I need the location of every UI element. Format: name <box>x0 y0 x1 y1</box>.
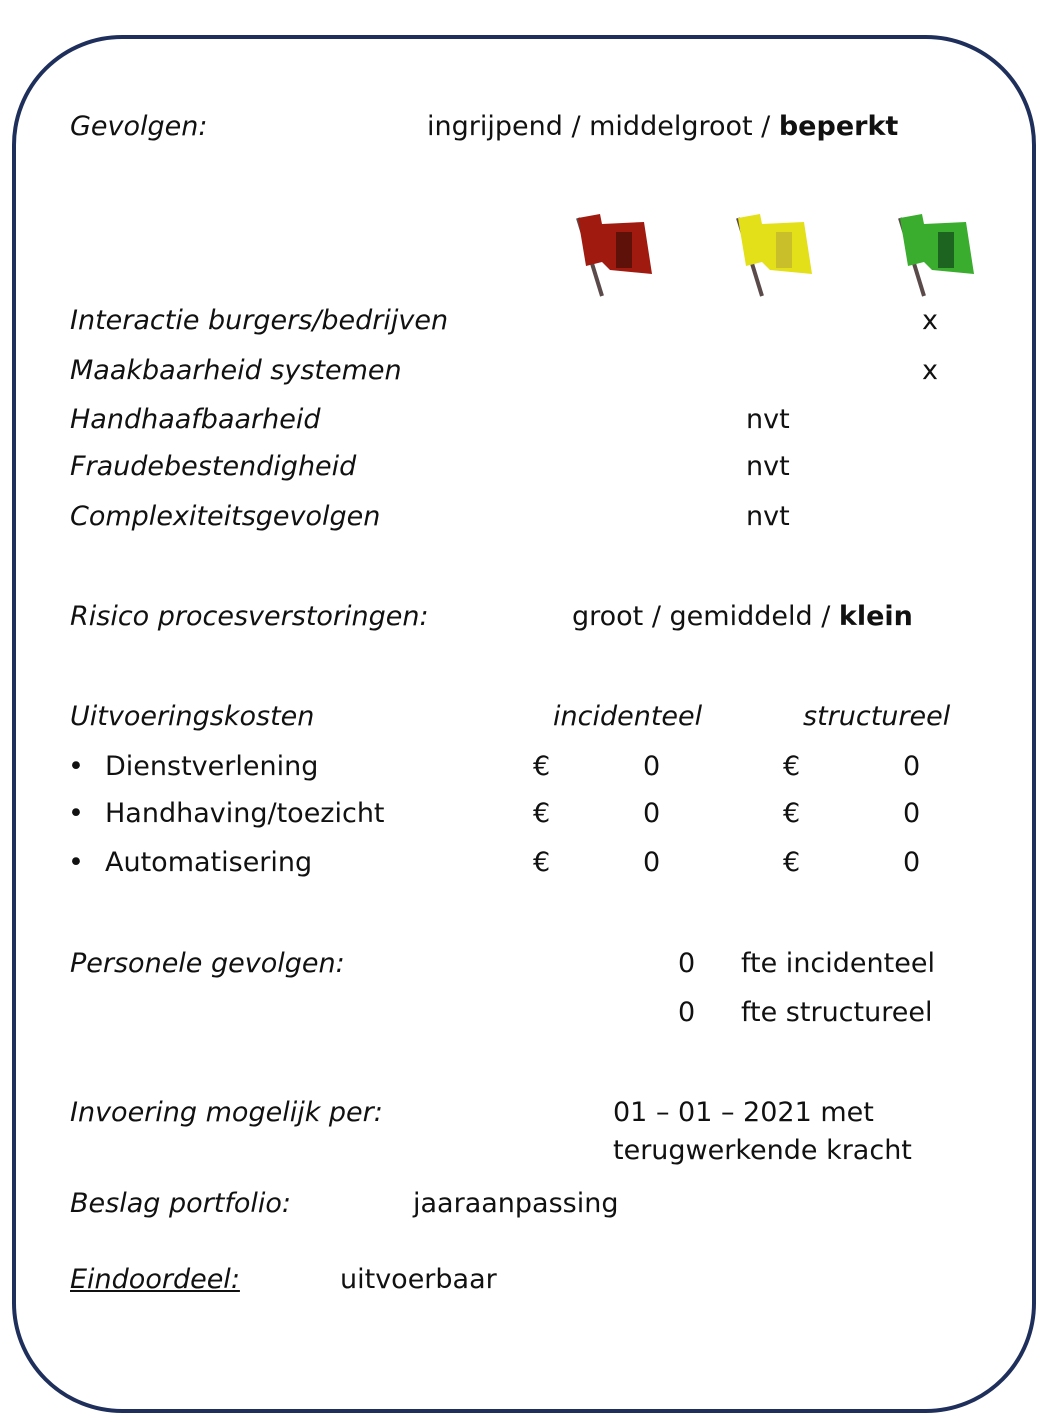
fte-incidenteel-value: 0 <box>678 948 696 979</box>
option-groot: groot <box>572 601 644 632</box>
bullet: • <box>68 798 84 829</box>
criterion-label: Maakbaarheid systemen <box>70 355 402 386</box>
criterion-label: Handhaafbaarheid <box>70 404 321 435</box>
criterion-label: Complexiteitsgevolgen <box>70 501 381 532</box>
currency: € <box>783 751 801 782</box>
separator: / <box>752 111 779 142</box>
currency: € <box>783 798 801 829</box>
kosten-label: Uitvoeringskosten <box>70 701 315 732</box>
separator: / <box>562 111 590 142</box>
fte-incidenteel-unit: fte incidenteel <box>741 948 935 979</box>
incidenteel-value: 0 <box>643 847 661 878</box>
invoering-note: terugwerkende kracht <box>613 1135 912 1166</box>
option-middelgroot: middelgroot <box>589 111 753 142</box>
bullet: • <box>68 847 84 878</box>
kosten-row-label: Dienstverlening <box>105 751 319 782</box>
risico-label: Risico procesverstoringen: <box>70 601 429 632</box>
separator: / <box>643 601 670 632</box>
bullet: • <box>68 751 84 782</box>
structureel-value: 0 <box>903 847 921 878</box>
criterion-mark: nvt <box>746 451 790 482</box>
incidenteel-value: 0 <box>643 751 661 782</box>
currency: € <box>533 751 551 782</box>
col-structureel: structureel <box>803 701 951 732</box>
criterion-mark: nvt <box>746 404 790 435</box>
red-flag-icon <box>572 210 656 300</box>
option-beperkt-selected: beperkt <box>778 111 899 142</box>
yellow-flag-icon <box>732 210 816 300</box>
invoering-label: Invoering mogelijk per: <box>70 1097 383 1128</box>
currency: € <box>783 847 801 878</box>
eindoordeel-value: uitvoerbaar <box>340 1264 497 1295</box>
gevolgen-options <box>427 110 898 144</box>
criterion-label: Fraudebestendigheid <box>70 451 357 482</box>
risico-options <box>572 600 913 634</box>
criterion-mark: x <box>922 355 938 386</box>
col-incidenteel: incidenteel <box>553 701 703 732</box>
gevolgen-label: Gevolgen: <box>70 111 208 142</box>
separator: / <box>812 601 839 632</box>
option-klein-selected: klein <box>838 601 913 632</box>
structureel-value: 0 <box>903 798 921 829</box>
fte-structureel-unit: fte structureel <box>741 997 933 1028</box>
option-gemiddeld: gemiddeld <box>669 601 813 632</box>
beslag-value: jaaraanpassing <box>413 1188 619 1219</box>
criterion-mark: nvt <box>746 501 790 532</box>
criterion-label: Interactie burgers/bedrijven <box>70 305 449 336</box>
currency: € <box>533 798 551 829</box>
criterion-mark: x <box>922 305 938 336</box>
green-flag-icon <box>894 210 978 300</box>
beslag-label: Beslag portfolio: <box>70 1188 291 1219</box>
kosten-row-label: Automatisering <box>105 847 313 878</box>
option-ingrijpend: ingrijpend <box>427 111 563 142</box>
kosten-row-label: Handhaving/toezicht <box>105 798 385 829</box>
personeel-label: Personele gevolgen: <box>70 948 345 979</box>
fte-structureel-value: 0 <box>678 997 696 1028</box>
incidenteel-value: 0 <box>643 798 661 829</box>
currency: € <box>533 847 551 878</box>
invoering-date: 01 – 01 – 2021 met <box>613 1097 874 1128</box>
eindoordeel-label: Eindoordeel: <box>70 1264 240 1295</box>
structureel-value: 0 <box>903 751 921 782</box>
